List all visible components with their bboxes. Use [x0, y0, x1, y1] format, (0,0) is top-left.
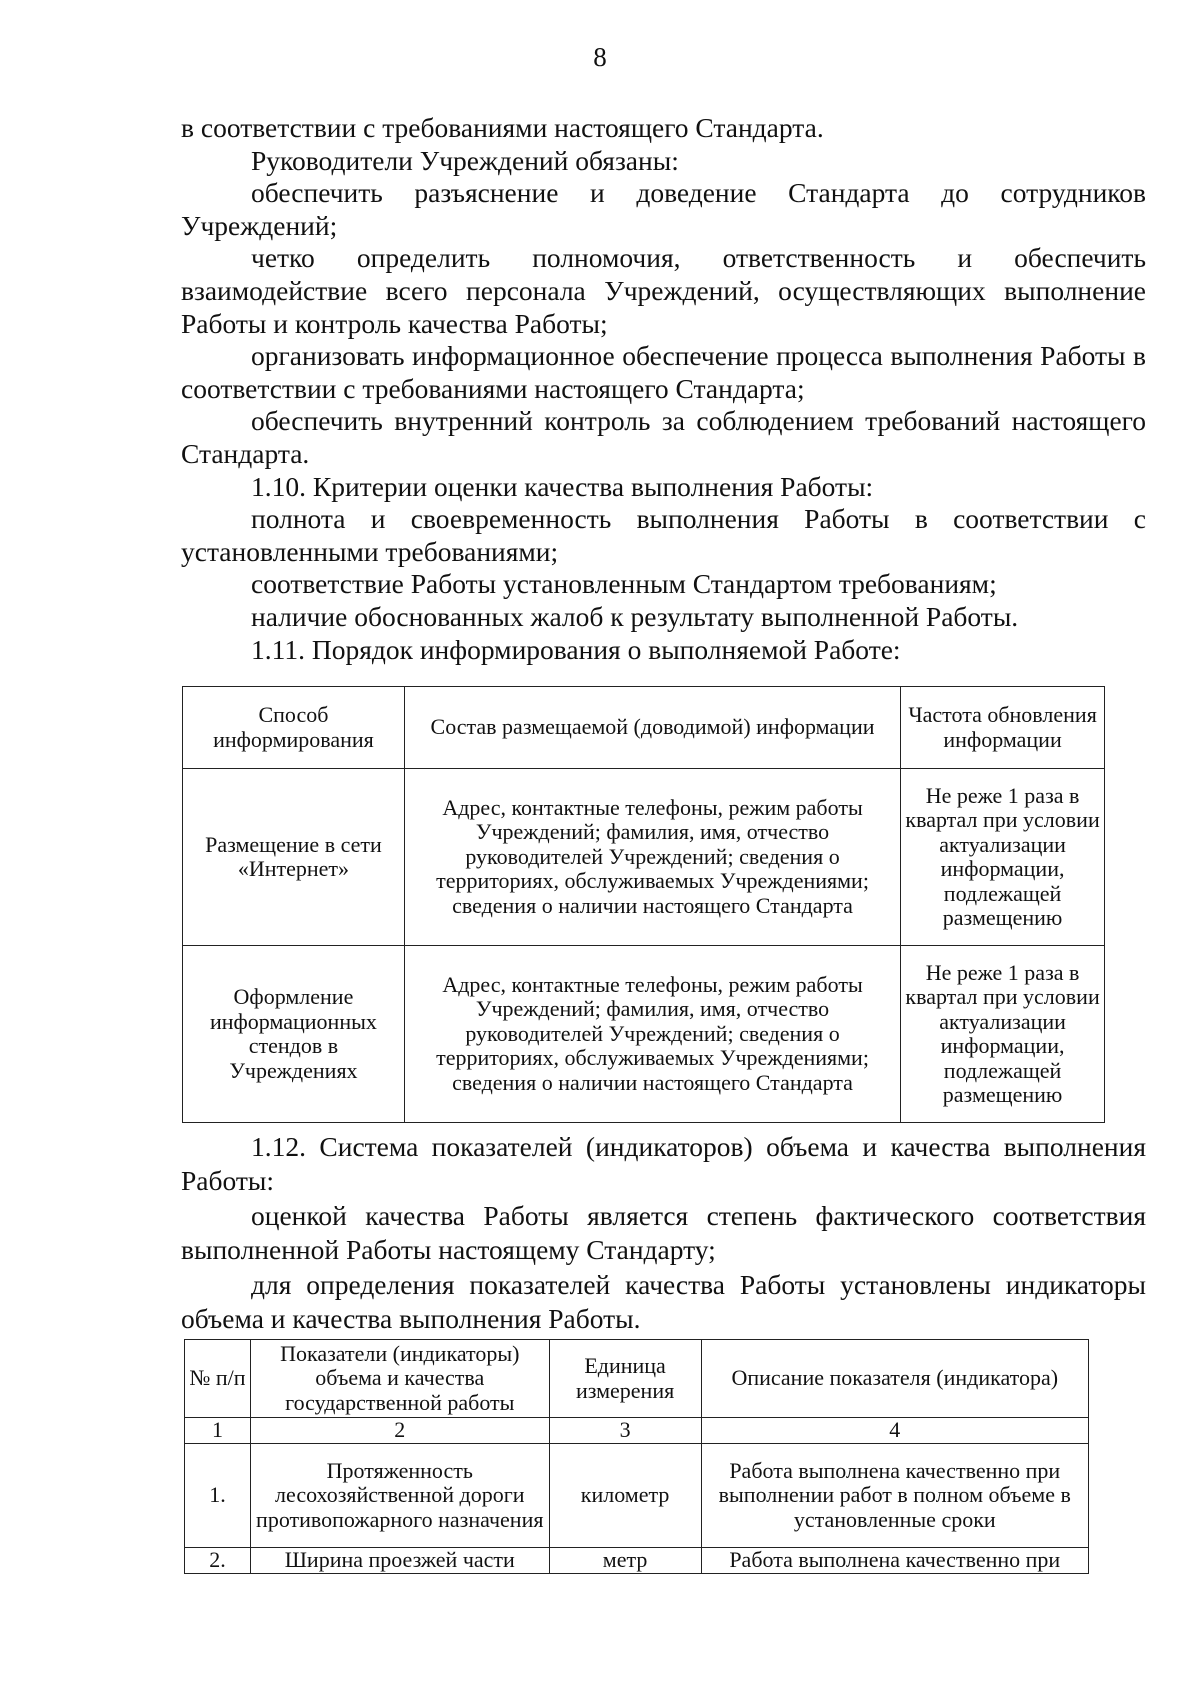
- page-number: 8: [593, 42, 607, 72]
- paragraph: для определения показателей качества Работы установлены индикаторы объема и качества выполнения Работы.: [181, 1268, 1146, 1335]
- paragraph: Руководители Учреждений обязаны:: [251, 144, 679, 176]
- table-header-cell: Единица измерения: [549, 1340, 701, 1418]
- table-row: [185, 1444, 1089, 1548]
- table-header-cell: Показатели (индикаторы) объема и качества государственной работы: [250, 1340, 549, 1418]
- table-cell: Адрес, контактные телефоны, режим работы Учреждений; фамилия, имя, отчество руководителей Учреждений; сведения о территориях, обслуживаемых Учреждениями; сведения о наличии настоящего Стандарта: [404, 769, 900, 946]
- table-cell: Адрес, контактные телефоны, режим работы Учреждений; фамилия, имя, отчество руководителей Учреждений; сведения о территориях, обслуживаемых Учреждениями; сведения о наличии настоящего Стандарта: [404, 946, 900, 1123]
- table-cell: Работа выполнена качественно при: [701, 1548, 1088, 1574]
- table-cell: Размещение в сети «Интернет»: [183, 769, 405, 946]
- table-row: [183, 769, 1105, 946]
- table-column-number-row: [185, 1418, 1089, 1444]
- section-heading: 1.11. Порядок информирования о выполняемой Работе:: [251, 633, 901, 665]
- paragraph: организовать информационное обеспечение процесса выполнения Работы в соответствии с требованиями настоящего Стандарта;: [181, 340, 1146, 404]
- paragraph: полнота и своевременность выполнения Работы в соответствии с установленными требованиями;: [181, 503, 1146, 567]
- table-row: [183, 946, 1105, 1123]
- informing-table: [182, 686, 1105, 1123]
- column-number: 3: [549, 1418, 701, 1444]
- table-header-cell: Частота обновления информации: [901, 687, 1105, 769]
- table-cell: Работа выполнена качественно при выполнении работ в полном объеме в установленные сроки: [701, 1444, 1088, 1548]
- section-heading: 1.12. Система показателей (индикаторов) объема и качества выполнения Работы:: [181, 1131, 1146, 1197]
- column-number: 2: [250, 1418, 549, 1444]
- table-cell: Протяженность лесохозяйственной дороги противопожарного назначения: [250, 1444, 549, 1548]
- table-cell: 2.: [185, 1548, 251, 1574]
- paragraph: в соответствии с требованиями настоящего Стандарта.: [181, 112, 824, 143]
- table-cell: километр: [549, 1444, 701, 1548]
- paragraph: наличие обоснованных жалоб к результату выполненной Работы.: [251, 600, 1019, 632]
- table-row: [185, 1548, 1089, 1574]
- table-header-row: [183, 687, 1105, 769]
- table-header-cell: № п/п: [185, 1340, 251, 1418]
- table-cell: метр: [549, 1548, 701, 1574]
- column-number: 4: [701, 1418, 1088, 1444]
- table-cell: Оформление информационных стендов в Учреждениях: [183, 946, 405, 1123]
- column-number: 1: [185, 1418, 251, 1444]
- text-block-top: [181, 112, 1146, 666]
- table-cell: Не реже 1 раза в квартал при условии актуализации информации, подлежащей размещению: [901, 769, 1105, 946]
- table-header-row: [185, 1340, 1089, 1418]
- table-header-cell: Способ информирования: [183, 687, 405, 769]
- paragraph: четко определить полномочия, ответственность и обеспечить взаимодействие всего персонала Учреждений, осуществляющих выполнение Работы и контроль качества Работы;: [181, 242, 1146, 339]
- paragraph: обеспечить разъяснение и доведение Стандарта до сотрудников Учреждений;: [181, 177, 1146, 241]
- table-header-cell: Описание показателя (индикатора): [701, 1340, 1088, 1418]
- paragraph: соответствие Работы установленным Стандартом требованиям;: [251, 568, 997, 600]
- table-cell: Ширина проезжей части: [250, 1548, 549, 1574]
- paragraph: оценкой качества Работы является степень фактического соответствия выполненной Работы настоящему Стандарту;: [181, 1199, 1146, 1266]
- table-cell: 1.: [185, 1444, 251, 1548]
- indicators-table: [184, 1339, 1089, 1574]
- table-header-cell: Состав размещаемой (доводимой) информации: [404, 687, 900, 769]
- text-block-bottom: [181, 1130, 1146, 1336]
- section-heading: 1.10. Критерии оценки качества выполнения Работы:: [251, 470, 874, 502]
- paragraph: обеспечить внутренний контроль за соблюдением требований настоящего Стандарта.: [181, 405, 1146, 469]
- table-cell: Не реже 1 раза в квартал при условии актуализации информации, подлежащей размещению: [901, 946, 1105, 1123]
